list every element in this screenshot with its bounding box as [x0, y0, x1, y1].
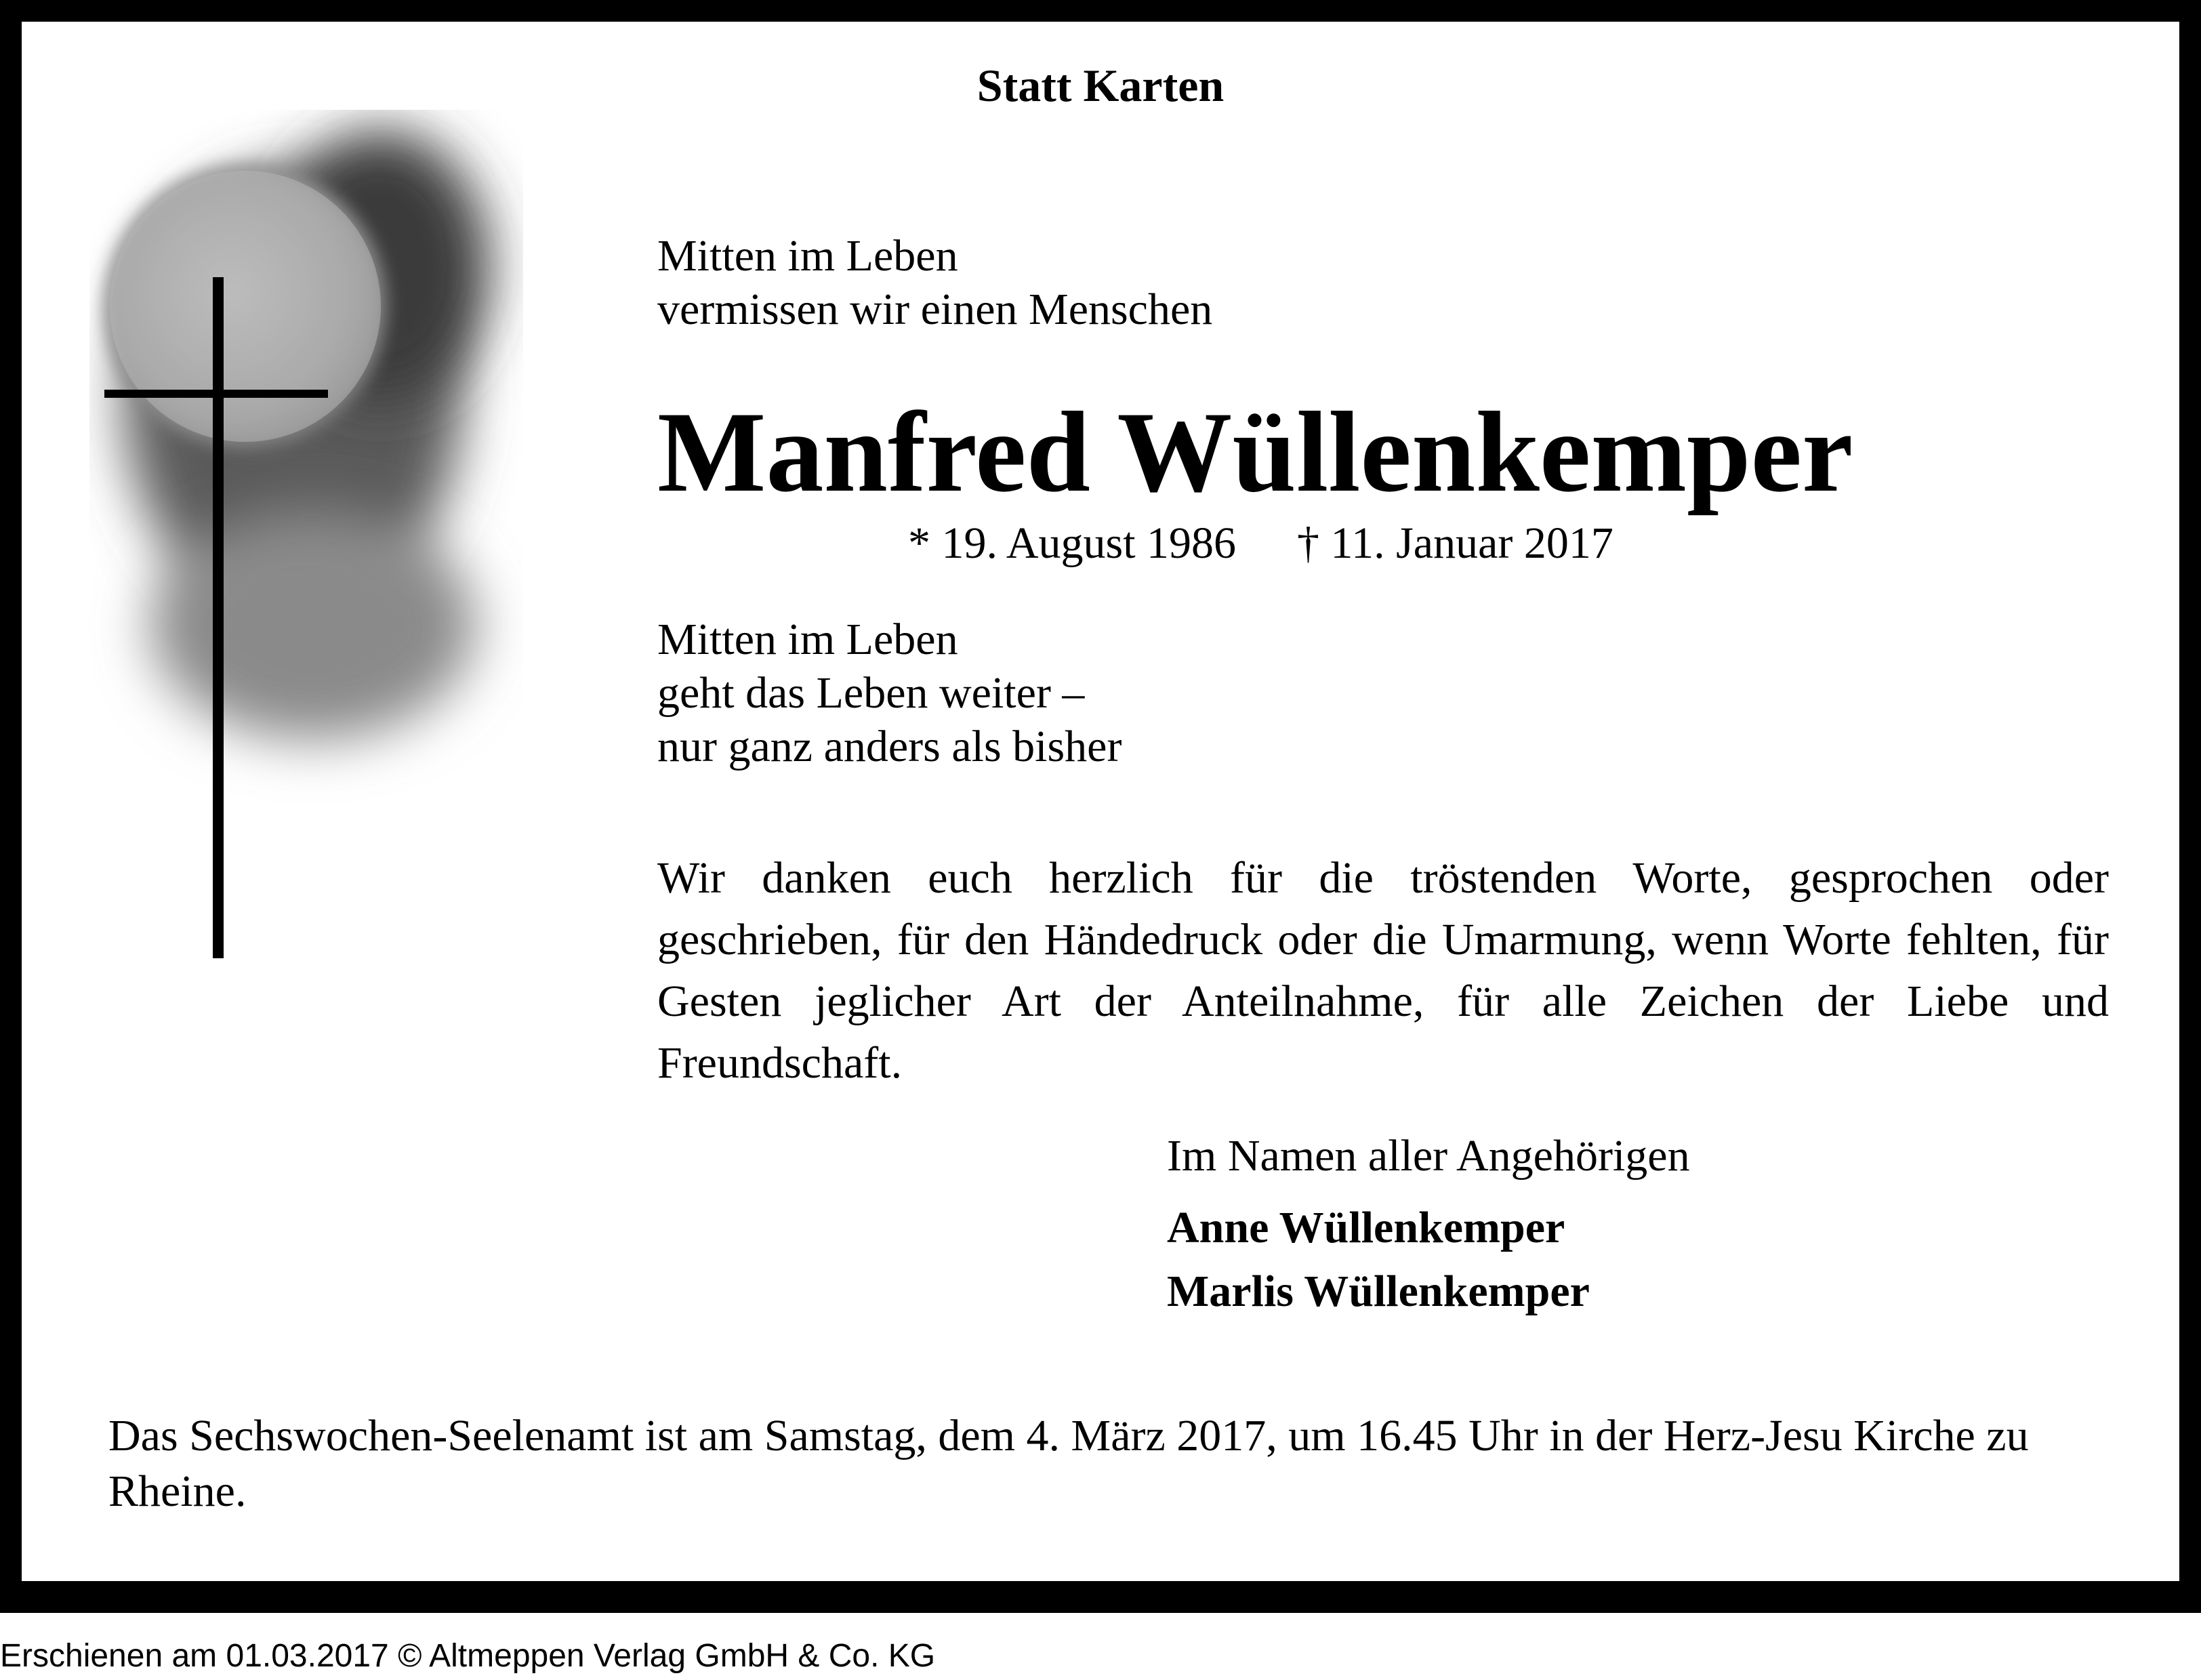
life-dates: [908, 516, 1613, 570]
cross-with-moon-icon: [89, 110, 523, 991]
intro-text: [657, 229, 1212, 336]
deceased-name: Manfred Wüllenkemper: [657, 388, 1853, 516]
signer-name: Marlis Wüllenkemper: [1167, 1267, 1590, 1316]
thanks-paragraph: Wir danken euch herzlich für die tröstenden Worte, gesprochen oder geschrieben, für den Händedruck oder die Umarmung, wenn Worte fehlten, für Gesten jeglicher Art der Anteilnahme, für alle Zeichen der Liebe und Freundschaft.: [657, 853, 2109, 1088]
notice-body: [22, 22, 2179, 1581]
verse-line-1: Mitten im Leben: [657, 615, 958, 664]
verse-line-2: geht das Leben weiter –: [657, 668, 1085, 718]
header-title: Statt Karten: [976, 60, 1225, 111]
signer-name: Anne Wüllenkemper: [1167, 1203, 1565, 1252]
death-date: † 11. Januar 2017: [1297, 518, 1613, 568]
signoff-intro: Im Namen aller Angehörigen: [1167, 1131, 1690, 1181]
service-notice: Das Sechswochen-Seelenamt ist am Samstag, dem 4. März 2017, um 16.45 Uhr in der Herz-Jesu Kirche zu Rheine.: [108, 1411, 2029, 1516]
intro-line-1: Mitten im Leben: [657, 231, 958, 281]
publication-footer: Erschienen am 01.03.2017 © Altmeppen Verlag GmbH & Co. KG: [0, 1638, 936, 1674]
verse-text: [657, 613, 1122, 774]
verse-line-3: nur ganz anders als bisher: [657, 722, 1122, 772]
birth-date: * 19. August 1986: [908, 518, 1237, 568]
intro-line-2: vermissen wir einen Menschen: [657, 285, 1213, 335]
